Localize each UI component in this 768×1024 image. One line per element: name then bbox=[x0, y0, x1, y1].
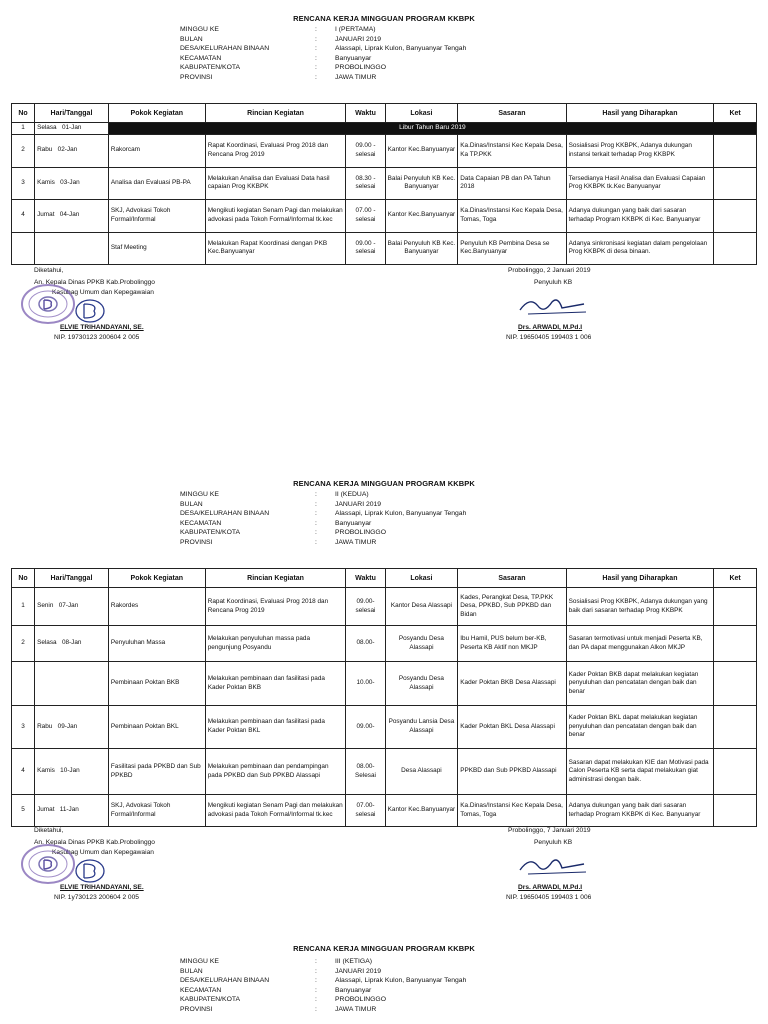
cell-time: 09.00 - selesai bbox=[346, 232, 385, 264]
cell-note bbox=[714, 199, 757, 232]
cell-location: Balai Penyuluh KB Kec. Banyuanyar bbox=[385, 232, 458, 264]
table-row bbox=[12, 626, 757, 662]
signature-right-icon bbox=[514, 292, 596, 322]
cell-day-date bbox=[35, 626, 109, 662]
cell-time: 07.00-selesai bbox=[346, 795, 385, 827]
meta-value: I (PERTAMA) bbox=[335, 26, 376, 33]
header-activity: Pokok Kegiatan bbox=[108, 104, 205, 123]
cell-time: 09.00- bbox=[346, 706, 385, 749]
table-header-row bbox=[12, 569, 757, 588]
cell-expected: Sosialisasi Prog KKBPK, Adanya dukungan yang baik dari sasaran terhadap Prog KKBPK bbox=[566, 588, 714, 626]
cell-activity: Analisa dan Evaluasi PB-PA bbox=[108, 167, 205, 199]
meta-key: DESA/KELURAHAN BINAAN bbox=[180, 510, 270, 517]
signature-right-icon bbox=[514, 852, 596, 882]
cell-day-date bbox=[35, 662, 109, 706]
signer-right-nip: NIP. 19650405 199403 1 006 bbox=[506, 334, 592, 341]
cell-day: Rabu bbox=[37, 722, 53, 730]
meta-key: KABUPATEN/KOTA bbox=[180, 529, 241, 536]
header-target: Sasaran bbox=[458, 104, 566, 123]
meta-value: JAWA TIMUR bbox=[335, 1005, 377, 1013]
cell-note bbox=[714, 588, 757, 626]
header-details: Rincian Kegiatan bbox=[205, 104, 346, 123]
cell-location: Posyandu Desa Alassapi bbox=[385, 626, 458, 662]
meta-key: PROVINSI bbox=[180, 1005, 213, 1013]
meta-value: JANUARI 2019 bbox=[335, 967, 382, 975]
cell-time: 09.00 - selesai bbox=[346, 134, 385, 167]
meta-value: Alassapi, Liprak Kulon, Banyuanyar Tengah bbox=[335, 977, 467, 984]
meta-value: Alassapi, Liprak Kulon, Banyuanyar Tengah bbox=[335, 45, 467, 52]
cell-day: Kamis bbox=[37, 178, 55, 186]
meta-value: Banyuanyar bbox=[335, 519, 372, 527]
cell-time: 08.00-Selesai bbox=[346, 749, 385, 795]
meta-value: JAWA TIMUR bbox=[335, 73, 377, 81]
cell-day-date bbox=[35, 588, 109, 626]
cell-day: Selasa bbox=[37, 124, 57, 131]
header-details: Rincian Kegiatan bbox=[205, 569, 346, 588]
meta-colon: : bbox=[315, 977, 317, 984]
cell-date: 01-Jan bbox=[61, 124, 82, 131]
signer-right-role: Penyuluh KB bbox=[534, 839, 573, 846]
cell-day-date bbox=[35, 795, 109, 827]
cell-expected: Adanya sinkronisasi kegiatan dalam pengelolaan Prog KKBPK di desa binaan. bbox=[566, 232, 714, 264]
header-expected: Hasil yang Diharapkan bbox=[566, 569, 714, 588]
cell-no: 5 bbox=[12, 795, 35, 827]
meta-value: Banyuanyar bbox=[335, 54, 372, 62]
table-row bbox=[12, 795, 757, 827]
meta-colon: : bbox=[315, 986, 317, 994]
cell-time: 08.30 - selesai bbox=[346, 167, 385, 199]
meta-colon: : bbox=[315, 491, 317, 498]
cell-target: Ka.Dinas/Instansi Kec Kepala Desa, Ka TP.PKK bbox=[458, 134, 566, 167]
cell-details: Melakukan pembinaan dan pendampingan pada PPKBD dan Sub PPKBD Alassapi bbox=[205, 749, 346, 795]
meta-colon: : bbox=[315, 45, 317, 52]
cell-no: 1 bbox=[12, 588, 35, 626]
cell-details: Rapat Koordinasi, Evaluasi Prog 2018 dan Rencana Prog 2019 bbox=[205, 588, 346, 626]
cell-no: 2 bbox=[12, 626, 35, 662]
cell-target: Ibu Hamil, PUS belum ber-KB, Peserta KB Aktif non MKJP bbox=[458, 626, 566, 662]
cell-day-date bbox=[35, 749, 109, 795]
cell-location: Posyandu Lansia Desa Alassapi bbox=[385, 706, 458, 749]
header-no: No bbox=[12, 104, 35, 123]
header-activity: Pokok Kegiatan bbox=[108, 569, 205, 588]
cell-activity: Fasilitasi pada PPKBD dan Sub PPKBD bbox=[108, 749, 205, 795]
cell-location: Kantor Desa Alassapi bbox=[385, 588, 458, 626]
cell-expected: Sosialisasi Prog KKBPK, Adanya dukungan instansi terkait terhadap Prog KKBPK bbox=[566, 134, 714, 167]
cell-day-date bbox=[35, 134, 109, 167]
table-row bbox=[12, 662, 757, 706]
table-row bbox=[12, 167, 757, 199]
meta-key: BULAN bbox=[180, 967, 203, 975]
sheet-meta bbox=[180, 490, 535, 547]
acknowledged-label: Diketahui, bbox=[34, 267, 64, 274]
holiday-label: Libur Tahun Baru 2019 bbox=[108, 123, 756, 135]
meta-key: PROVINSI bbox=[180, 538, 213, 546]
meta-value: II (KEDUA) bbox=[335, 491, 369, 498]
cell-day: Jumat bbox=[37, 806, 55, 814]
cell-location: Kantor Kec.Banyuanyar bbox=[385, 199, 458, 232]
sheet-meta bbox=[180, 957, 535, 1014]
cell-time: 08.00- bbox=[346, 626, 385, 662]
meta-colon: : bbox=[315, 529, 317, 536]
cell-expected: Sasaran termotivasi untuk menjadi Peserta KB, dan PA dapat menggunakan Alkon MKJP bbox=[566, 626, 714, 662]
meta-key: BULAN bbox=[180, 35, 203, 43]
cell-date: 03-Jan bbox=[60, 178, 80, 186]
cell-activity: Rakorcam bbox=[108, 134, 205, 167]
table-row bbox=[12, 749, 757, 795]
cell-day-date bbox=[35, 706, 109, 749]
meta-colon: : bbox=[315, 73, 317, 81]
meta-key: DESA/KELURAHAN BINAAN bbox=[180, 45, 270, 52]
header-no: No bbox=[12, 569, 35, 588]
cell-activity: Penyuluhan Massa bbox=[108, 626, 205, 662]
meta-key: MINGGU KE bbox=[180, 26, 219, 33]
cell-target: Kader Poktan BKB Desa Alassapi bbox=[458, 662, 566, 706]
cell-date: 08-Jan bbox=[61, 639, 82, 647]
header-location: Lokasi bbox=[385, 104, 458, 123]
meta-value: PROBOLINGGO bbox=[335, 529, 386, 536]
header-target: Sasaran bbox=[458, 569, 566, 588]
cell-no: 4 bbox=[12, 749, 35, 795]
meta-key: KECAMATAN bbox=[180, 986, 222, 994]
cell-activity: Staf Meeting bbox=[108, 232, 205, 264]
meta-colon: : bbox=[315, 538, 317, 546]
schedule-table bbox=[11, 568, 757, 827]
behalf-label: An. Kepala Dinas PPKB Kab.Probolinggo bbox=[34, 839, 155, 846]
meta-key: KABUPATEN/KOTA bbox=[180, 64, 241, 71]
cell-location: Balai Penyuluh KB Kec. Banyuanyar bbox=[385, 167, 458, 199]
meta-value: Banyuanyar bbox=[335, 986, 372, 994]
place-date: Probolinggo, 2 Januari 2019 bbox=[508, 267, 591, 274]
meta-value: PROBOLINGGO bbox=[335, 64, 386, 71]
dept-label: Kasubag Umum dan Kepegawaian bbox=[52, 289, 154, 296]
signer-left-name: ELVIE TRIHANDAYANI, SE. bbox=[60, 324, 144, 331]
behalf-label: An. Kepala Dinas PPKB Kab.Probolinggo bbox=[34, 279, 155, 286]
cell-no bbox=[12, 232, 35, 264]
cell-expected: Kader Poktan BKB dapat melakukan kegiatan penyuluhan dan pencatatan dengan baik dan benar bbox=[566, 662, 714, 706]
meta-colon: : bbox=[315, 958, 317, 965]
cell-location: Desa Alassapi bbox=[385, 749, 458, 795]
meta-colon: : bbox=[315, 1005, 317, 1013]
signer-right-name: Drs. ARWADI, M.Pd.I bbox=[518, 884, 583, 891]
table-row bbox=[12, 588, 757, 626]
meta-key: KECAMATAN bbox=[180, 54, 222, 62]
cell-note bbox=[714, 167, 757, 199]
table-header-row bbox=[12, 104, 757, 123]
cell-activity: Rakordes bbox=[108, 588, 205, 626]
cell-target: Penyuluh KB Pembina Desa se Kec.Banyuanyar bbox=[458, 232, 566, 264]
cell-no: 3 bbox=[12, 167, 35, 199]
cell-date: 11-Jan bbox=[59, 806, 79, 814]
cell-target: Ka.Dinas/Instansi Kec Kepala Desa, Tomas, Toga bbox=[458, 795, 566, 827]
table-row bbox=[12, 232, 757, 264]
cell-day-date bbox=[35, 123, 109, 135]
cell-note bbox=[714, 706, 757, 749]
cell-activity: SKJ, Advokasi Tokoh Formal/Informal bbox=[108, 795, 205, 827]
signer-right-role: Penyuluh KB bbox=[534, 279, 573, 286]
place-date: Probolinggo, 7 Januari 2019 bbox=[508, 827, 591, 834]
cell-date: 07-Jan bbox=[58, 602, 79, 610]
signer-left-nip: NIP. 19730123 200604 2 005 bbox=[54, 334, 140, 341]
meta-colon: : bbox=[315, 510, 317, 517]
cell-day: Jumat bbox=[37, 211, 55, 219]
table-row-holiday bbox=[12, 123, 757, 135]
cell-expected: Adanya dukungan yang baik dari sasaran terhadap Program KKBPK di Kec. Banyuanyar bbox=[566, 795, 714, 827]
meta-key: KABUPATEN/KOTA bbox=[180, 996, 241, 1003]
header-note: Ket bbox=[714, 569, 757, 588]
cell-target: Data Capaian PB dan PA Tahun 2018 bbox=[458, 167, 566, 199]
cell-activity: SKJ, Advokasi Tokoh Formal/Informal bbox=[108, 199, 205, 232]
meta-value: JAWA TIMUR bbox=[335, 538, 377, 546]
meta-colon: : bbox=[315, 54, 317, 62]
cell-note bbox=[714, 134, 757, 167]
cell-details: Melakukan Rapat Koordinasi dengan PKB Kec.Banyuanyar bbox=[205, 232, 346, 264]
cell-expected: Sasaran dapat melakukan KIE dan Motivasi pada Calon Peserta KB serta dapat melakukan giat administrasi dengan baik. bbox=[566, 749, 714, 795]
cell-note bbox=[714, 232, 757, 264]
meta-key: DESA/KELURAHAN BINAAN bbox=[180, 977, 270, 984]
cell-target: Kader Poktan BKL Desa Alassapi bbox=[458, 706, 566, 749]
schedule-table bbox=[11, 103, 757, 265]
meta-value: III (KETIGA) bbox=[335, 958, 373, 965]
meta-value: Alassapi, Liprak Kulon, Banyuanyar Tengah bbox=[335, 510, 467, 517]
cell-expected: Kader Poktan BKL dapat melakukan kegiatan penyuluhan dan pencatatan dengan baik dan benar bbox=[566, 706, 714, 749]
cell-no: 2 bbox=[12, 134, 35, 167]
meta-key: MINGGU KE bbox=[180, 958, 219, 965]
cell-no: 4 bbox=[12, 199, 35, 232]
signature-left-icon bbox=[62, 296, 116, 326]
cell-date: 02-Jan bbox=[57, 146, 78, 154]
table-row bbox=[12, 199, 757, 232]
cell-details: Mengikuti kegiatan Senam Pagi dan melakukan advokasi pada Tokoh Formal/Informal tk.kec bbox=[205, 795, 346, 827]
header-expected: Hasil yang Diharapkan bbox=[566, 104, 714, 123]
meta-key: PROVINSI bbox=[180, 73, 213, 81]
cell-note bbox=[714, 626, 757, 662]
meta-colon: : bbox=[315, 519, 317, 527]
table-row bbox=[12, 706, 757, 749]
cell-location: Kantor Kec.Banyuanyar bbox=[385, 134, 458, 167]
header-location: Lokasi bbox=[385, 569, 458, 588]
signer-left-name: ELVIE TRIHANDAYANI, SE. bbox=[60, 884, 144, 891]
cell-details: Mengikuti kegiatan Senam Pagi dan melakukan advokasi pada Tokoh Formal/Informal tk.kec bbox=[205, 199, 346, 232]
meta-value: JANUARI 2019 bbox=[335, 500, 382, 508]
meta-value: PROBOLINGGO bbox=[335, 996, 386, 1003]
cell-day-date bbox=[35, 167, 109, 199]
meta-colon: : bbox=[315, 64, 317, 71]
cell-details: Melakukan Analisa dan Evaluasi Data hasil capaian Prog KKBPK bbox=[205, 167, 346, 199]
cell-no bbox=[12, 662, 35, 706]
meta-colon: : bbox=[315, 35, 317, 43]
signature-left-icon bbox=[62, 856, 116, 886]
meta-key: KECAMATAN bbox=[180, 519, 222, 527]
sheet-title: RENCANA KERJA MINGGUAN PROGRAM KKBPK bbox=[293, 479, 475, 488]
cell-time: 07.00 - selesai bbox=[346, 199, 385, 232]
cell-time: 10.00- bbox=[346, 662, 385, 706]
cell-date: 09-Jan bbox=[57, 722, 78, 730]
cell-details: Rapat Koordinasi, Evaluasi Prog 2018 dan Rencana Prog 2019 bbox=[205, 134, 346, 167]
cell-note bbox=[714, 662, 757, 706]
meta-value: JANUARI 2019 bbox=[335, 35, 382, 43]
cell-details: Melakukan penyuluhan massa pada pengunjung Posyandu bbox=[205, 626, 346, 662]
cell-expected: Adanya dukungan yang baik dari sasaran terhadap Program KKBPK di Kec. Banyuanyar bbox=[566, 199, 714, 232]
cell-day: Senin bbox=[37, 602, 54, 610]
sheet-title: RENCANA KERJA MINGGUAN PROGRAM KKBPK bbox=[293, 14, 475, 23]
cell-day: Selasa bbox=[37, 639, 57, 647]
header-day-date: Hari/Tanggal bbox=[35, 569, 109, 588]
cell-note bbox=[714, 749, 757, 795]
meta-key: BULAN bbox=[180, 500, 203, 508]
cell-day: Rabu bbox=[37, 146, 53, 154]
cell-day-date bbox=[35, 199, 109, 232]
cell-target: Kades, Perangkat Desa, TP.PKK Desa, PPKBD, Sub PPKBD dan Bidan bbox=[458, 588, 566, 626]
header-note: Ket bbox=[714, 104, 757, 123]
cell-details: Melakukan pembinaan dan fasilitasi pada Kader Poktan BKL bbox=[205, 706, 346, 749]
cell-date: 10-Jan bbox=[60, 767, 80, 775]
cell-no: 1 bbox=[12, 123, 35, 135]
dept-label: Kasubag Umum dan Kepegawaian bbox=[52, 849, 154, 856]
table-row bbox=[12, 134, 757, 167]
cell-date: 04-Jan bbox=[59, 211, 80, 219]
meta-colon: : bbox=[315, 26, 317, 33]
cell-time: 09.00-selesai bbox=[346, 588, 385, 626]
signer-right-nip: NIP. 19650405 199403 1 006 bbox=[506, 894, 592, 901]
cell-expected: Tersedianya Hasil Analisa dan Evaluasi Capaian Prog KKBPK tk.Kec Banyuanyar bbox=[566, 167, 714, 199]
cell-no: 3 bbox=[12, 706, 35, 749]
cell-location: Posyandu Desa Alassapi bbox=[385, 662, 458, 706]
acknowledged-label: Diketahui, bbox=[34, 827, 64, 834]
header-time: Waktu bbox=[346, 569, 385, 588]
cell-day-date bbox=[35, 232, 109, 264]
cell-activity: Pembinaan Poktan BKL bbox=[108, 706, 205, 749]
cell-details: Melakukan pembinaan dan fasilitasi pada Kader Poktan BKB bbox=[205, 662, 346, 706]
cell-target: PPKBD dan Sub PPKBD Alassapi bbox=[458, 749, 566, 795]
meta-key: MINGGU KE bbox=[180, 491, 219, 498]
header-time: Waktu bbox=[346, 104, 385, 123]
cell-activity: Pembinaan Poktan BKB bbox=[108, 662, 205, 706]
cell-note bbox=[714, 795, 757, 827]
cell-location: Kantor Kec.Banyuanyar bbox=[385, 795, 458, 827]
header-day-date: Hari/Tanggal bbox=[35, 104, 109, 123]
meta-colon: : bbox=[315, 996, 317, 1003]
cell-target: Ka.Dinas/Instansi Kec Kepala Desa, Tomas, Toga bbox=[458, 199, 566, 232]
signer-right-name: Drs. ARWADI, M.Pd.I bbox=[518, 324, 583, 331]
meta-colon: : bbox=[315, 967, 317, 975]
sheet-meta bbox=[180, 25, 535, 82]
signer-left-nip: NIP. 1y730123 200604 2 005 bbox=[54, 894, 139, 901]
meta-colon: : bbox=[315, 500, 317, 508]
cell-day: Kamis bbox=[37, 767, 55, 775]
sheet-title: RENCANA KERJA MINGGUAN PROGRAM KKBPK bbox=[293, 944, 475, 953]
